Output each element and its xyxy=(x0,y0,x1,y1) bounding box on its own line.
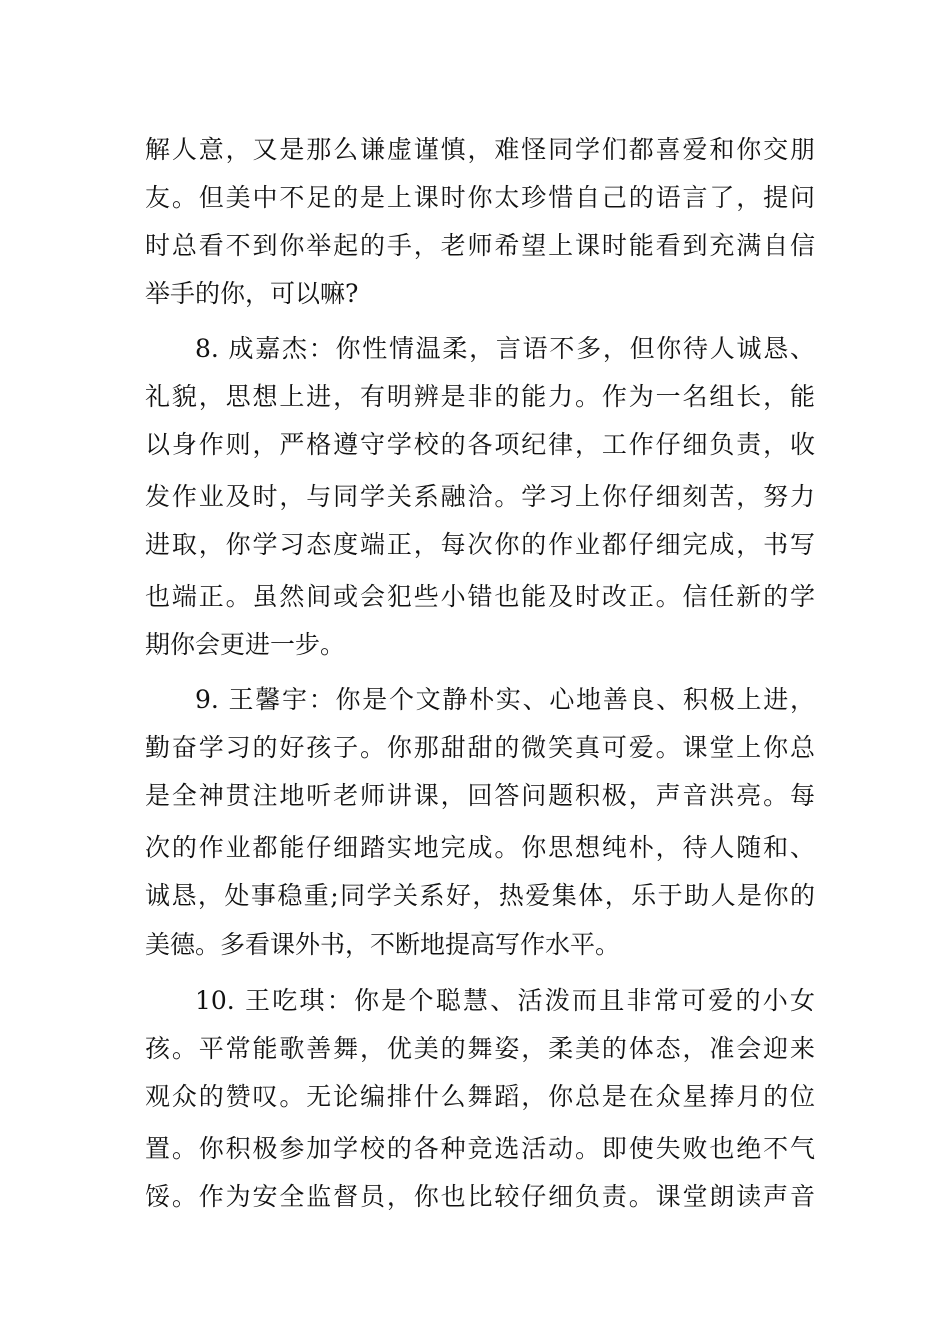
text-line: 期你会更进一步。 xyxy=(145,630,346,659)
text-line: 馁。作为安全监督员，你也比较仔细负责。课堂朗读声音 xyxy=(145,1182,815,1211)
text-line: 进取，你学习态度端正，每次你的作业都仔细完成，书写 xyxy=(145,530,815,559)
text-line: 诚恳，处事稳重;同学关系好，热爱集体，乐于助人是你的 xyxy=(145,881,815,910)
text-line: 勤奋学习的好孩子。你那甜甜的微笑真可爱。课堂上你总 xyxy=(145,733,815,762)
text-line: 是全神贯注地听老师讲课，回答问题积极，声音洪亮。每 xyxy=(145,781,815,810)
text-line: 礼貌，思想上进，有明辨是非的能力。作为一名组长，能 xyxy=(145,382,815,411)
text-line: 解人意，又是那么谦虚谨慎，难怪同学们都喜爱和你交朋 xyxy=(145,135,815,164)
text-line: 孩。平常能歌善舞，优美的舞姿，柔美的体态，准会迎来 xyxy=(145,1034,815,1063)
text-line: 美德。多看课外书，不断地提高写作水平。 xyxy=(145,930,621,959)
text-line: 以身作则，严格遵守学校的各项纪律，工作仔细负责，收 xyxy=(145,430,815,459)
paragraph-start-line: 8. 成嘉杰：你性情温柔，言语不多，但你待人诚恳、 xyxy=(195,334,815,363)
paragraph-start-line: 10. 王吃琪：你是个聪慧、活泼而且非常可爱的小女 xyxy=(195,986,815,1015)
text-line: 置。你积极参加学校的各种竞选活动。即使失败也绝不气 xyxy=(145,1134,815,1163)
text-line: 次的作业都能仔细踏实地完成。你思想纯朴，待人随和、 xyxy=(145,833,815,862)
text-line: 观众的赞叹。无论编排什么舞蹈，你总是在众星捧月的位 xyxy=(145,1082,815,1111)
text-line: 举手的你，可以嘛? xyxy=(145,279,359,308)
text-line: 也端正。虽然间或会犯些小错也能及时改正。信任新的学 xyxy=(145,582,815,611)
text-line: 友。但美中不足的是上课时你太珍惜自己的语言了，提问 xyxy=(145,183,815,212)
paragraph-start-line: 9. 王馨宇：你是个文静朴实、心地善良、积极上进， xyxy=(195,685,815,714)
text-line: 时总看不到你举起的手，老师希望上课时能看到充满自信 xyxy=(145,231,815,260)
text-line: 发作业及时，与同学关系融洽。学习上你仔细刻苦，努力 xyxy=(145,482,815,511)
